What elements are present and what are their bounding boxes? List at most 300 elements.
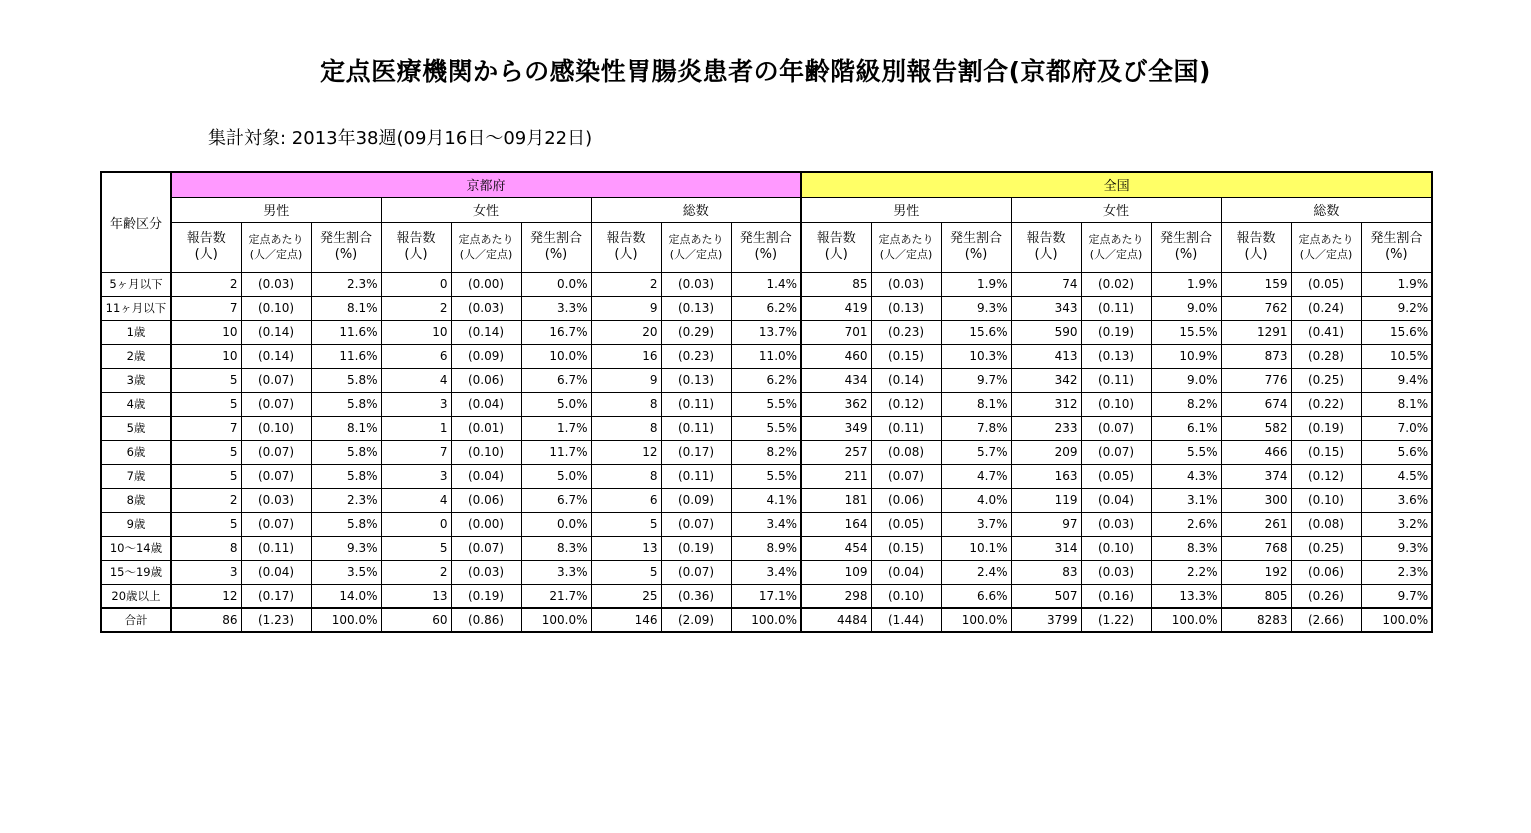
per-site-cell: (0.05) (1081, 464, 1151, 488)
per-site-cell: (0.04) (451, 464, 521, 488)
report-count-cell: 1291 (1221, 320, 1291, 344)
rate-percent-cell: 2.2% (1151, 560, 1221, 584)
col-header-line1: 発生割合 (950, 231, 1003, 246)
col-header-rate (1151, 222, 1221, 272)
rate-percent-cell: 4.1% (731, 488, 801, 512)
report-count-cell: 12 (171, 584, 241, 608)
per-site-cell: (0.05) (1291, 272, 1361, 296)
per-site-cell: (0.07) (241, 512, 311, 536)
report-count-cell: 20 (591, 320, 661, 344)
per-site-cell: (0.11) (661, 464, 731, 488)
age-label: 4歳 (101, 392, 171, 416)
per-site-cell: (0.07) (451, 536, 521, 560)
per-site-cell: (0.86) (451, 608, 521, 632)
age-label: 2歳 (101, 344, 171, 368)
per-site-cell: (0.15) (871, 344, 941, 368)
col-header-rate (731, 222, 801, 272)
report-count-cell: 0 (381, 272, 451, 296)
per-site-cell: (0.11) (1081, 296, 1151, 320)
col-header-line2: (%) (334, 247, 358, 262)
col-header-line2: (人／定点) (879, 248, 933, 261)
report-count-cell: 12 (591, 440, 661, 464)
per-site-cell: (2.66) (1291, 608, 1361, 632)
per-site-cell: (2.09) (661, 608, 731, 632)
per-site-cell: (1.23) (241, 608, 311, 632)
table-row (101, 536, 1432, 560)
report-count-cell: 10 (171, 344, 241, 368)
col-header-line1: 定点あたり (1088, 233, 1144, 246)
col-header-line1: 報告数 (186, 231, 226, 246)
rate-percent-cell: 6.1% (1151, 416, 1221, 440)
rate-percent-cell: 14.0% (311, 584, 381, 608)
per-site-cell: (0.07) (1081, 416, 1151, 440)
table-row (101, 416, 1432, 440)
col-header-line2: (%) (544, 247, 568, 262)
col-header-per-site (1291, 222, 1361, 272)
col-header-line1: 発生割合 (1370, 231, 1423, 246)
per-site-cell: (0.23) (871, 320, 941, 344)
report-count-cell: 419 (801, 296, 871, 320)
rate-percent-cell: 9.3% (941, 296, 1011, 320)
report-count-cell: 460 (801, 344, 871, 368)
table-row (101, 512, 1432, 536)
rate-percent-cell: 11.7% (521, 440, 591, 464)
age-label: 20歳以上 (101, 584, 171, 608)
rate-percent-cell: 5.5% (731, 416, 801, 440)
per-site-cell: (0.23) (661, 344, 731, 368)
per-site-cell: (0.19) (661, 536, 731, 560)
rate-percent-cell: 1.4% (731, 272, 801, 296)
report-count-cell: 261 (1221, 512, 1291, 536)
table-row (101, 392, 1432, 416)
per-site-cell: (0.11) (661, 416, 731, 440)
age-label: 11ヶ月以下 (101, 296, 171, 320)
per-site-cell: (0.13) (661, 368, 731, 392)
col-header-reports (591, 222, 661, 272)
report-count-cell: 13 (381, 584, 451, 608)
per-site-cell: (0.08) (1291, 512, 1361, 536)
col-header-line1: 報告数 (1026, 231, 1066, 246)
table-row (101, 272, 1432, 296)
report-count-cell: 60 (381, 608, 451, 632)
rate-percent-cell: 9.3% (1361, 536, 1432, 560)
rate-percent-cell: 1.9% (1151, 272, 1221, 296)
per-site-cell: (0.03) (241, 272, 311, 296)
col-header-line1: 定点あたり (458, 233, 514, 246)
sex-header-kyoto-total: 総数 (591, 197, 801, 222)
sex-header-kyoto-female: 女性 (381, 197, 591, 222)
col-header-line2: (人) (194, 247, 218, 262)
per-site-cell: (0.11) (241, 536, 311, 560)
age-label: 10～14歳 (101, 536, 171, 560)
report-count-cell: 362 (801, 392, 871, 416)
report-count-cell: 2 (591, 272, 661, 296)
per-site-cell: (0.17) (241, 584, 311, 608)
rate-percent-cell: 5.7% (941, 440, 1011, 464)
report-count-cell: 25 (591, 584, 661, 608)
age-label: 1歳 (101, 320, 171, 344)
per-site-cell: (0.07) (871, 464, 941, 488)
rate-percent-cell: 6.6% (941, 584, 1011, 608)
per-site-cell: (0.07) (661, 560, 731, 584)
rate-percent-cell: 6.7% (521, 368, 591, 392)
rate-percent-cell: 3.7% (941, 512, 1011, 536)
rate-percent-cell: 1.7% (521, 416, 591, 440)
rate-percent-cell: 3.3% (521, 560, 591, 584)
per-site-cell: (0.10) (1081, 536, 1151, 560)
report-count-cell: 5 (171, 512, 241, 536)
report-count-cell: 257 (801, 440, 871, 464)
col-header-line1: 報告数 (816, 231, 856, 246)
col-header-line2: (人) (1244, 247, 1268, 262)
table-row (101, 320, 1432, 344)
rate-percent-cell: 8.9% (731, 536, 801, 560)
per-site-cell: (0.09) (661, 488, 731, 512)
period-subtitle: 集計対象: 2013年38週(09月16日～09月22日) (208, 128, 593, 149)
table-row (101, 488, 1432, 512)
report-count-cell: 582 (1221, 416, 1291, 440)
per-site-cell: (0.11) (871, 416, 941, 440)
rate-percent-cell: 9.2% (1361, 296, 1432, 320)
report-count-cell: 768 (1221, 536, 1291, 560)
rate-percent-cell: 10.0% (521, 344, 591, 368)
rate-percent-cell: 6.7% (521, 488, 591, 512)
total-row (101, 608, 1432, 632)
per-site-cell: (0.14) (871, 368, 941, 392)
report-count-cell: 16 (591, 344, 661, 368)
report-count-cell: 2 (171, 272, 241, 296)
per-site-cell: (0.03) (451, 560, 521, 584)
report-count-cell: 8 (171, 536, 241, 560)
table-row (101, 584, 1432, 608)
report-count-cell: 109 (801, 560, 871, 584)
rate-percent-cell: 5.8% (311, 392, 381, 416)
table-row (101, 368, 1432, 392)
rate-percent-cell: 9.3% (311, 536, 381, 560)
per-site-cell: (0.04) (871, 560, 941, 584)
rate-percent-cell: 7.8% (941, 416, 1011, 440)
per-site-cell: (0.14) (241, 344, 311, 368)
rate-percent-cell: 5.0% (521, 464, 591, 488)
report-count-cell: 342 (1011, 368, 1081, 392)
report-count-cell: 97 (1011, 512, 1081, 536)
report-count-cell: 4484 (801, 608, 871, 632)
report-count-cell: 590 (1011, 320, 1081, 344)
report-count-cell: 762 (1221, 296, 1291, 320)
col-header-line2: (人) (1034, 247, 1058, 262)
per-site-cell: (0.36) (661, 584, 731, 608)
per-site-cell: (0.25) (1291, 536, 1361, 560)
col-header-line1: 報告数 (606, 231, 646, 246)
per-site-cell: (0.24) (1291, 296, 1361, 320)
report-count-cell: 776 (1221, 368, 1291, 392)
rate-percent-cell: 0.0% (521, 512, 591, 536)
col-header-line2: (人／定点) (249, 248, 303, 261)
rate-percent-cell: 13.7% (731, 320, 801, 344)
per-site-cell: (0.08) (871, 440, 941, 464)
report-count-cell: 3 (381, 464, 451, 488)
age-label: 5ヶ月以下 (101, 272, 171, 296)
rate-percent-cell: 15.6% (941, 320, 1011, 344)
col-header-line2: (%) (1174, 247, 1198, 262)
rate-percent-cell: 11.6% (311, 320, 381, 344)
report-count-cell: 86 (171, 608, 241, 632)
report-count-cell: 298 (801, 584, 871, 608)
rate-percent-cell: 2.4% (941, 560, 1011, 584)
per-site-cell: (0.04) (451, 392, 521, 416)
table-row (101, 344, 1432, 368)
report-count-cell: 146 (591, 608, 661, 632)
age-ratio-table (100, 171, 1433, 633)
report-count-cell: 1 (381, 416, 451, 440)
col-header-per-site (451, 222, 521, 272)
per-site-cell: (0.07) (241, 440, 311, 464)
rate-percent-cell: 3.4% (731, 512, 801, 536)
per-site-cell: (0.03) (241, 488, 311, 512)
rate-percent-cell: 100.0% (311, 608, 381, 632)
report-count-cell: 6 (591, 488, 661, 512)
age-label: 15～19歳 (101, 560, 171, 584)
per-site-cell: (0.06) (1291, 560, 1361, 584)
rate-percent-cell: 5.0% (521, 392, 591, 416)
rate-percent-cell: 0.0% (521, 272, 591, 296)
per-site-cell: (0.25) (1291, 368, 1361, 392)
table-row (101, 560, 1432, 584)
col-header-rate (941, 222, 1011, 272)
age-label: 5歳 (101, 416, 171, 440)
sex-header-zenkoku-male: 男性 (801, 197, 1011, 222)
report-count-cell: 163 (1011, 464, 1081, 488)
col-header-line2: (%) (754, 247, 778, 262)
age-label: 7歳 (101, 464, 171, 488)
per-site-cell: (0.16) (1081, 584, 1151, 608)
per-site-cell: (0.07) (1081, 440, 1151, 464)
report-count-cell: 209 (1011, 440, 1081, 464)
report-count-cell: 300 (1221, 488, 1291, 512)
rate-percent-cell: 11.6% (311, 344, 381, 368)
per-site-cell: (0.13) (1081, 344, 1151, 368)
report-count-cell: 5 (381, 536, 451, 560)
report-count-cell: 374 (1221, 464, 1291, 488)
rate-percent-cell: 16.7% (521, 320, 591, 344)
col-header-reports (171, 222, 241, 272)
report-count-cell: 312 (1011, 392, 1081, 416)
report-count-cell: 211 (801, 464, 871, 488)
col-header-per-site (1081, 222, 1151, 272)
per-site-cell: (0.10) (451, 440, 521, 464)
per-site-cell: (0.06) (451, 368, 521, 392)
rate-percent-cell: 8.2% (1151, 392, 1221, 416)
rate-percent-cell: 100.0% (1151, 608, 1221, 632)
rate-percent-cell: 4.5% (1361, 464, 1432, 488)
rate-percent-cell: 5.8% (311, 512, 381, 536)
rate-percent-cell: 10.5% (1361, 344, 1432, 368)
per-site-cell: (1.44) (871, 608, 941, 632)
per-site-cell: (0.14) (241, 320, 311, 344)
col-header-line1: 報告数 (396, 231, 436, 246)
per-site-cell: (0.13) (871, 296, 941, 320)
col-header-line2: (人) (404, 247, 428, 262)
per-site-cell: (0.07) (241, 392, 311, 416)
report-count-cell: 314 (1011, 536, 1081, 560)
report-count-cell: 6 (381, 344, 451, 368)
sex-header-zenkoku-female: 女性 (1011, 197, 1221, 222)
rate-percent-cell: 3.5% (311, 560, 381, 584)
rate-percent-cell: 5.8% (311, 440, 381, 464)
report-count-cell: 7 (381, 440, 451, 464)
rate-percent-cell: 2.3% (311, 272, 381, 296)
rate-percent-cell: 5.5% (731, 464, 801, 488)
per-site-cell: (0.15) (871, 536, 941, 560)
rate-percent-cell: 15.5% (1151, 320, 1221, 344)
rate-percent-cell: 100.0% (521, 608, 591, 632)
report-count-cell: 5 (591, 512, 661, 536)
per-site-cell: (0.13) (661, 296, 731, 320)
region-header-kyoto: 京都府 (171, 172, 801, 197)
report-count-cell: 5 (171, 392, 241, 416)
rate-percent-cell: 5.5% (1151, 440, 1221, 464)
rate-percent-cell: 9.7% (1361, 584, 1432, 608)
col-header-line1: 発生割合 (1160, 231, 1213, 246)
per-site-cell: (0.07) (661, 512, 731, 536)
col-header-line1: 報告数 (1236, 231, 1276, 246)
col-header-line1: 定点あたり (248, 233, 304, 246)
report-count-cell: 7 (171, 416, 241, 440)
age-label: 合計 (101, 608, 171, 632)
col-header-per-site (661, 222, 731, 272)
rate-percent-cell: 10.3% (941, 344, 1011, 368)
per-site-cell: (0.07) (241, 368, 311, 392)
col-header-line1: 定点あたり (1298, 233, 1354, 246)
age-label: 9歳 (101, 512, 171, 536)
col-header-line2: (%) (1385, 247, 1408, 262)
col-header-line1: 発生割合 (319, 231, 372, 246)
report-count-cell: 466 (1221, 440, 1291, 464)
rate-percent-cell: 10.9% (1151, 344, 1221, 368)
rate-percent-cell: 9.4% (1361, 368, 1432, 392)
report-count-cell: 10 (171, 320, 241, 344)
report-count-cell: 507 (1011, 584, 1081, 608)
col-header-line1: 定点あたり (668, 233, 724, 246)
rate-percent-cell: 8.1% (311, 296, 381, 320)
per-site-cell: (1.22) (1081, 608, 1151, 632)
age-label: 8歳 (101, 488, 171, 512)
report-count-cell: 5 (591, 560, 661, 584)
rate-percent-cell: 2.6% (1151, 512, 1221, 536)
per-site-cell: (0.12) (871, 392, 941, 416)
col-header-per-site (871, 222, 941, 272)
per-site-cell: (0.17) (661, 440, 731, 464)
rate-percent-cell: 1.9% (941, 272, 1011, 296)
sex-header-zenkoku-total: 総数 (1221, 197, 1432, 222)
per-site-cell: (0.10) (241, 296, 311, 320)
col-header-line2: (人／定点) (459, 248, 513, 261)
sex-header-kyoto-male: 男性 (171, 197, 381, 222)
report-count-cell: 4 (381, 488, 451, 512)
per-site-cell: (0.03) (1081, 560, 1151, 584)
per-site-cell: (0.04) (1081, 488, 1151, 512)
table-row (101, 296, 1432, 320)
per-site-cell: (0.00) (451, 512, 521, 536)
per-site-cell: (0.04) (241, 560, 311, 584)
rate-percent-cell: 1.9% (1361, 272, 1432, 296)
per-site-cell: (0.10) (871, 584, 941, 608)
report-count-cell: 181 (801, 488, 871, 512)
region-header-zenkoku: 全国 (801, 172, 1432, 197)
report-count-cell: 7 (171, 296, 241, 320)
per-site-cell: (0.06) (451, 488, 521, 512)
report-count-cell: 674 (1221, 392, 1291, 416)
col-header-line2: (人) (614, 247, 638, 262)
rate-percent-cell: 100.0% (731, 608, 801, 632)
table-row (101, 440, 1432, 464)
per-site-cell: (0.11) (1081, 368, 1151, 392)
per-site-cell: (0.28) (1291, 344, 1361, 368)
per-site-cell: (0.14) (451, 320, 521, 344)
col-header-rate (521, 222, 591, 272)
rate-percent-cell: 9.7% (941, 368, 1011, 392)
per-site-cell: (0.03) (451, 296, 521, 320)
report-count-cell: 83 (1011, 560, 1081, 584)
rate-percent-cell: 5.6% (1361, 440, 1432, 464)
per-site-cell: (0.19) (1291, 416, 1361, 440)
report-count-cell: 159 (1221, 272, 1291, 296)
page-title: 定点医療機関からの感染性胃腸炎患者の年齢階級別報告割合(京都府及び全国) (320, 57, 1211, 86)
per-site-cell: (0.05) (871, 512, 941, 536)
col-header-line2: (%) (964, 247, 988, 262)
col-header-line2: (人／定点) (1089, 248, 1143, 261)
per-site-cell: (0.19) (451, 584, 521, 608)
rate-percent-cell: 21.7% (521, 584, 591, 608)
report-count-cell: 8 (591, 392, 661, 416)
report-count-cell: 85 (801, 272, 871, 296)
col-header-rate (311, 222, 381, 272)
per-site-cell: (0.03) (871, 272, 941, 296)
col-header-reports (381, 222, 451, 272)
table-row (101, 464, 1432, 488)
rate-percent-cell: 3.4% (731, 560, 801, 584)
col-header-line1: 定点あたり (878, 233, 934, 246)
per-site-cell: (0.03) (661, 272, 731, 296)
rate-percent-cell: 5.8% (311, 464, 381, 488)
rate-percent-cell: 4.3% (1151, 464, 1221, 488)
report-count-cell: 413 (1011, 344, 1081, 368)
per-site-cell: (0.11) (661, 392, 731, 416)
per-site-cell: (0.06) (871, 488, 941, 512)
per-site-cell: (0.22) (1291, 392, 1361, 416)
report-count-cell: 349 (801, 416, 871, 440)
rate-percent-cell: 15.6% (1361, 320, 1432, 344)
report-count-cell: 701 (801, 320, 871, 344)
report-count-cell: 873 (1221, 344, 1291, 368)
col-header-per-site (241, 222, 311, 272)
rate-percent-cell: 7.0% (1361, 416, 1432, 440)
report-count-cell: 8 (591, 464, 661, 488)
report-count-cell: 3 (381, 392, 451, 416)
col-header-line2: (人／定点) (669, 248, 723, 261)
rate-percent-cell: 8.3% (1151, 536, 1221, 560)
per-site-cell: (0.02) (1081, 272, 1151, 296)
per-site-cell: (0.10) (1081, 392, 1151, 416)
rate-percent-cell: 3.2% (1361, 512, 1432, 536)
report-count-cell: 9 (591, 368, 661, 392)
rate-percent-cell: 8.3% (521, 536, 591, 560)
report-count-cell: 2 (171, 488, 241, 512)
rate-percent-cell: 9.0% (1151, 296, 1221, 320)
col-header-line2: (人／定点) (1299, 248, 1353, 261)
rate-percent-cell: 3.3% (521, 296, 591, 320)
rate-percent-cell: 11.0% (731, 344, 801, 368)
